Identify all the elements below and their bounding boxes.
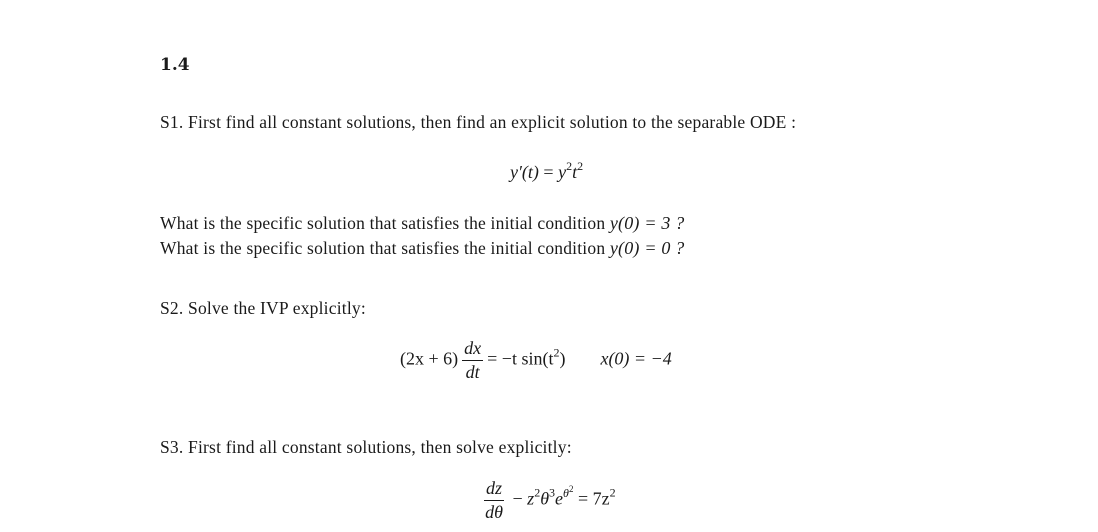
eq3-fraction xyxy=(484,478,504,523)
problem-s2-statement: S2. Solve the IVP explicitly: xyxy=(160,298,366,318)
eq3-frac-num: dz xyxy=(484,478,504,501)
eq3-theta: θ xyxy=(540,488,550,509)
eq3-theta-exp: 3 xyxy=(549,485,556,500)
eq1-lhs: y′(t) xyxy=(510,162,539,182)
equation-s2 xyxy=(400,338,672,383)
eq3-z: z xyxy=(527,488,535,509)
eq1-t-exp: 2 xyxy=(577,159,584,173)
eq1-y-exp: 2 xyxy=(566,159,573,173)
q2-condition: y(0) = 0 ? xyxy=(609,238,685,258)
problem-s1-question-1 xyxy=(160,213,684,234)
eq3-frac-den: dθ xyxy=(485,502,503,522)
problem-s3-statement: S3. First find all constant solutions, then solve explicitly: xyxy=(160,437,572,457)
equation-s3 xyxy=(480,478,616,523)
eq2-rhs-close: ) xyxy=(559,348,566,369)
eq2-frac-den: dt xyxy=(465,362,480,382)
eq2-rhs-exp: 2 xyxy=(553,345,560,360)
section-number: 1.4 xyxy=(160,55,190,75)
eq1-t: t xyxy=(572,162,578,182)
eq2-lhs: (2x + 6) xyxy=(400,348,459,369)
eq2-initial-condition: x(0) = −4 xyxy=(600,348,672,369)
eq3-rhs: = 7z xyxy=(577,488,610,509)
eq1-y: y xyxy=(558,162,567,182)
q1-text: What is the specific solution that satisfies the initial condition xyxy=(160,213,610,233)
eq2-fraction xyxy=(462,338,483,383)
eq3-e: e xyxy=(555,488,564,509)
eq3-rhs-exp: 2 xyxy=(609,485,616,500)
eq2-frac-num: dx xyxy=(462,338,483,361)
eq3-minus: − xyxy=(512,488,523,509)
problem-s1-question-2 xyxy=(160,238,684,259)
eq3-e-exp-theta: θ xyxy=(563,485,569,500)
eq2-rhs: = −t sin(t xyxy=(487,348,554,369)
q2-text: What is the specific solution that satisfies the initial condition xyxy=(160,238,610,258)
eq3-z-exp: 2 xyxy=(534,485,541,500)
equation-s1: $y'(t) = y^2t^2$ xyxy=(510,159,584,182)
q1-condition: y(0) = 3 ? xyxy=(609,213,685,233)
eq3-e-exp-exp: 2 xyxy=(568,483,574,494)
problem-s1-statement: S1. First find all constant solutions, then find an explicit solution to the separable ODE : xyxy=(160,112,797,132)
